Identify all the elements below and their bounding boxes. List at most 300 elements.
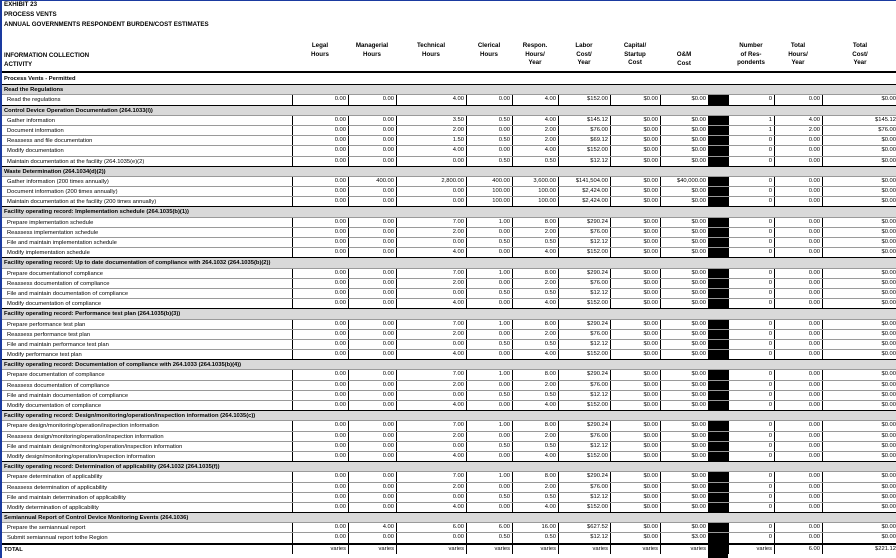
respondents-cell: 0 [728, 146, 774, 155]
respondents-header: Number of Res- pondents [737, 42, 765, 66]
clerical-hours-cell: 0.00 [466, 401, 512, 410]
respon-hours-cell: 4.00 [512, 452, 558, 461]
total-hours-cell: 0.00 [774, 452, 822, 461]
respon-hours-cell: 4.00 [512, 503, 558, 512]
exhibit-subject: PROCESS VENTS [4, 11, 57, 18]
labor-cost-cell: $141,504.00 [558, 177, 610, 186]
row-label: Prepare documentationof compliance [7, 270, 104, 277]
table-row [2, 390, 896, 400]
technical-hours-cell: 7.00 [396, 269, 466, 278]
capital-cost-cell: varies [610, 545, 660, 554]
managerial-hours-cell: 400.00 [348, 177, 396, 186]
managerial-hours-cell: 0.00 [348, 421, 396, 430]
labor-cost-cell: $76.00 [558, 432, 610, 441]
labor-cost-cell: $12.12 [558, 391, 610, 400]
row-label: Modify documentation of compliance [7, 403, 102, 409]
row-label: Modify performance test plan [7, 352, 82, 359]
header-rule [2, 71, 896, 73]
clerical-hours-cell: 0.00 [466, 483, 512, 492]
capital-cost-cell: $0.00 [610, 228, 660, 237]
technical-hours-cell: 7.00 [396, 370, 466, 379]
clerical-hours-cell: 0.50 [466, 493, 512, 502]
respondents-cell: 0 [728, 177, 774, 186]
row-label: Read the regulations [7, 97, 61, 104]
exhibit-title: ANNUAL GOVERNMENTS RESPONDENT BURDEN/COST ESTIMATES [4, 21, 209, 28]
clerical-hours-cell: 0.50 [466, 136, 512, 145]
clerical-hours-cell: 6.00 [466, 523, 512, 532]
capital-cost-cell: $0.00 [610, 269, 660, 278]
capital-cost-cell: $0.00 [610, 432, 660, 441]
legal-hours-cell: 0.00 [292, 401, 348, 410]
legal-hours-cell: 0.00 [292, 228, 348, 237]
om-cost-cell: $0.00 [660, 126, 708, 135]
respon-hours-cell: 4.00 [512, 248, 558, 257]
row-label: TOTAL [4, 546, 23, 553]
managerial-hours-cell: 0.00 [348, 197, 396, 206]
clerical-hours-cell: 1.00 [466, 421, 512, 430]
total-hours-cell: 0.00 [774, 279, 822, 288]
technical-hours-cell: 2.00 [396, 483, 466, 492]
respondents-cell: 0 [728, 187, 774, 196]
table-row [2, 471, 896, 481]
labor-cost-cell: $290.24 [558, 421, 610, 430]
labor-cost-cell: $76.00 [558, 126, 610, 135]
legal-hours-cell: 0.00 [292, 177, 348, 186]
managerial-hours-cell: 0.00 [348, 126, 396, 135]
legal-hours-cell: 0.00 [292, 483, 348, 492]
capital-cost-cell: $0.00 [610, 238, 660, 247]
om-cost-cell: $0.00 [660, 493, 708, 502]
respon-hours-cell: varies [512, 545, 558, 554]
managerial-hours-cell: 0.00 [348, 279, 396, 288]
table-row [2, 298, 896, 308]
om-cost-cell: $0.00 [660, 391, 708, 400]
table-row [2, 125, 896, 135]
capital-cost-cell: $0.00 [610, 187, 660, 196]
respon-hours-cell: 0.50 [512, 157, 558, 166]
respon-hours-cell: 2.00 [512, 126, 558, 135]
legal-hours-cell: 0.00 [292, 421, 348, 430]
row-label: Facility operating record: Up to date documentation of compliance with 264.1032 (264.1035(b)(2)) [4, 260, 271, 267]
respondents-cell: 0 [728, 401, 774, 410]
technical-hours-cell: 6.00 [396, 523, 466, 532]
respon-hours-cell: 8.00 [512, 421, 558, 430]
respondents-cell: 0 [728, 248, 774, 257]
legal-hours-cell: varies [292, 545, 348, 554]
clerical-hours-header: Clerical Hours [477, 42, 501, 58]
total-cost-cell: $0.00 [822, 95, 896, 104]
capital-cost-cell: $0.00 [610, 116, 660, 125]
om-cost-cell: $0.00 [660, 472, 708, 481]
row-label: Reassess performance test plan [7, 331, 91, 338]
respon-hours-cell: 8.00 [512, 269, 558, 278]
row-label: File and maintain determination of applicability [7, 494, 126, 501]
total-hours-cell: 0.00 [774, 146, 822, 155]
row-label: Modify documentation [7, 148, 64, 155]
capital-cost-header: Capital/ Startup Cost [623, 42, 647, 66]
labor-cost-cell: $152.00 [558, 95, 610, 104]
respon-hours-cell: 0.50 [512, 493, 558, 502]
managerial-hours-cell: 0.00 [348, 248, 396, 257]
section-header-row [2, 410, 896, 420]
total-cost-cell: $0.00 [822, 381, 896, 390]
respon-hours-cell: 8.00 [512, 370, 558, 379]
labor-cost-cell: $12.12 [558, 340, 610, 349]
labor-cost-cell: $12.12 [558, 493, 610, 502]
total-cost-cell: $0.00 [822, 503, 896, 512]
total-hours-cell: 0.00 [774, 503, 822, 512]
respon-hours-cell: 100.00 [512, 197, 558, 206]
om-cost-cell: $0.00 [660, 350, 708, 359]
labor-cost-cell: $290.24 [558, 472, 610, 481]
row-label: Maintain documentation at the facility (264.1035(e)(2) [7, 158, 145, 165]
labor-cost-cell: $76.00 [558, 279, 610, 288]
respondents-cell: 0 [728, 269, 774, 278]
om-cost-cell: $0.00 [660, 381, 708, 390]
labor-cost-cell: $76.00 [558, 381, 610, 390]
clerical-hours-cell: 1.00 [466, 370, 512, 379]
respondents-cell: 0 [728, 370, 774, 379]
labor-cost-cell: $290.24 [558, 218, 610, 227]
managerial-hours-cell: 0.00 [348, 391, 396, 400]
total-hours-cell: 0.00 [774, 483, 822, 492]
managerial-hours-cell: 0.00 [348, 370, 396, 379]
capital-cost-cell: $0.00 [610, 248, 660, 257]
table-row [2, 380, 896, 390]
respondents-cell: 0 [728, 238, 774, 247]
labor-cost-cell: $152.00 [558, 452, 610, 461]
legal-hours-cell: 0.00 [292, 157, 348, 166]
legal-hours-cell: 0.00 [292, 442, 348, 451]
section-header-row [2, 359, 896, 369]
om-cost-cell: $0.00 [660, 370, 708, 379]
legal-hours-cell: 0.00 [292, 187, 348, 196]
technical-hours-cell: 4.00 [396, 146, 466, 155]
respondents-cell: 0 [728, 503, 774, 512]
respon-hours-cell: 2.00 [512, 136, 558, 145]
labor-cost-cell: $76.00 [558, 330, 610, 339]
total-cost-cell: $0.00 [822, 197, 896, 206]
legal-hours-cell: 0.00 [292, 146, 348, 155]
om-cost-cell: $0.00 [660, 330, 708, 339]
total-hours-cell: 0.00 [774, 523, 822, 532]
respondents-cell: 0 [728, 452, 774, 461]
row-label: Gather information (200 times annually) [7, 178, 109, 185]
total-hours-cell: 0.00 [774, 401, 822, 410]
technical-hours-cell: 0.00 [396, 187, 466, 196]
section-header-row [2, 84, 896, 94]
total-hours-cell: 0.00 [774, 472, 822, 481]
table-row [2, 227, 896, 237]
total-cost-cell: $221.12 [822, 545, 896, 554]
respon-hours-cell: 0.50 [512, 289, 558, 298]
managerial-hours-cell: 0.00 [348, 401, 396, 410]
row-label: Prepare performance test plan [7, 321, 86, 328]
technical-hours-cell: 0.00 [396, 533, 466, 542]
managerial-hours-cell: 0.00 [348, 432, 396, 441]
table-row [2, 369, 896, 379]
labor-cost-cell: $627.52 [558, 523, 610, 532]
capital-cost-cell: $0.00 [610, 279, 660, 288]
respondents-cell: 1 [728, 126, 774, 135]
managerial-hours-cell: 0.00 [348, 269, 396, 278]
total-cost-cell: $0.00 [822, 269, 896, 278]
row-label: Reassess design/monitoring/operation/inspection information [7, 433, 164, 440]
table-row [2, 237, 896, 247]
respondents-cell: 0 [728, 533, 774, 542]
capital-cost-cell: $0.00 [610, 483, 660, 492]
total-cost-header: Total Cost/ Year [852, 42, 868, 66]
respon-hours-cell: 4.00 [512, 299, 558, 308]
total-cost-cell: $0.00 [822, 533, 896, 542]
om-cost-cell: $0.00 [660, 157, 708, 166]
om-cost-cell: $0.00 [660, 116, 708, 125]
om-cost-cell: $0.00 [660, 187, 708, 196]
respondents-cell: 0 [728, 320, 774, 329]
total-hours-cell: 0.00 [774, 350, 822, 359]
clerical-hours-cell: 0.00 [466, 432, 512, 441]
legal-hours-cell: 0.00 [292, 299, 348, 308]
total-hours-cell: 0.00 [774, 533, 822, 542]
om-cost-cell: $0.00 [660, 503, 708, 512]
total-cost-cell: $0.00 [822, 136, 896, 145]
table-row [2, 502, 896, 512]
clerical-hours-cell: 0.50 [466, 340, 512, 349]
respon-hours-cell: 8.00 [512, 320, 558, 329]
managerial-hours-cell: 0.00 [348, 146, 396, 155]
total-cost-cell: $0.00 [822, 279, 896, 288]
respondents-cell: 0 [728, 432, 774, 441]
technical-hours-header: Technical Hours [416, 42, 446, 58]
total-cost-cell: $0.00 [822, 483, 896, 492]
row-label: Prepare determination of applicability [7, 474, 103, 481]
legal-hours-cell: 0.00 [292, 503, 348, 512]
legal-hours-cell: 0.00 [292, 320, 348, 329]
respon-hours-cell: 2.00 [512, 381, 558, 390]
clerical-hours-cell: 0.50 [466, 391, 512, 400]
row-label: Submit semiannual report tothe Region [7, 535, 108, 542]
labor-cost-cell: $12.12 [558, 289, 610, 298]
total-hours-cell: 2.00 [774, 126, 822, 135]
total-cost-cell: $0.00 [822, 146, 896, 155]
capital-cost-cell: $0.00 [610, 523, 660, 532]
capital-cost-cell: $0.00 [610, 381, 660, 390]
total-cost-cell: $0.00 [822, 350, 896, 359]
total-cost-cell: $76.00 [822, 126, 896, 135]
row-label: Facility operating record: Implementation schedule (264.1035(b)(1)) [4, 209, 189, 216]
om-cost-cell: $0.00 [660, 146, 708, 155]
total-hours-cell: 4.00 [774, 116, 822, 125]
total-cost-cell: $0.00 [822, 391, 896, 400]
respondents-cell: 0 [728, 483, 774, 492]
respondents-cell: 0 [728, 299, 774, 308]
legal-hours-cell: 0.00 [292, 289, 348, 298]
total-hours-cell: 0.00 [774, 381, 822, 390]
respondents-cell: 0 [728, 197, 774, 206]
row-label: Prepare the semiannual report [7, 525, 86, 532]
respondents-cell: 0 [728, 279, 774, 288]
total-hours-cell: 0.00 [774, 177, 822, 186]
clerical-hours-cell: 0.50 [466, 238, 512, 247]
capital-cost-cell: $0.00 [610, 442, 660, 451]
respondents-cell: 0 [728, 218, 774, 227]
capital-cost-cell: $0.00 [610, 136, 660, 145]
total-hours-cell: 0.00 [774, 289, 822, 298]
om-cost-cell: $0.00 [660, 432, 708, 441]
capital-cost-cell: $0.00 [610, 146, 660, 155]
total-row [2, 543, 896, 554]
respon-hours-cell: 16.00 [512, 523, 558, 532]
total-cost-cell: $0.00 [822, 340, 896, 349]
technical-hours-cell: 2.00 [396, 381, 466, 390]
legal-hours-cell: 0.00 [292, 248, 348, 257]
table-row [2, 115, 896, 125]
technical-hours-cell: 0.00 [396, 157, 466, 166]
total-cost-cell: $0.00 [822, 493, 896, 502]
respon-hours-cell: 4.00 [512, 401, 558, 410]
clerical-hours-cell: 0.00 [466, 330, 512, 339]
labor-cost-cell: $12.12 [558, 157, 610, 166]
clerical-hours-cell: 0.00 [466, 126, 512, 135]
technical-hours-cell: 2.00 [396, 330, 466, 339]
legal-hours-cell: 0.00 [292, 523, 348, 532]
managerial-hours-cell: 0.00 [348, 157, 396, 166]
managerial-hours-cell: 0.00 [348, 218, 396, 227]
managerial-hours-cell: 0.00 [348, 299, 396, 308]
table-row [2, 349, 896, 359]
labor-cost-cell: $2,424.00 [558, 187, 610, 196]
legal-hours-cell: 0.00 [292, 269, 348, 278]
respon-hours-cell: 2.00 [512, 228, 558, 237]
technical-hours-cell: 4.00 [396, 401, 466, 410]
capital-cost-cell: $0.00 [610, 330, 660, 339]
respon-hours-cell: 2.00 [512, 279, 558, 288]
clerical-hours-cell: 0.00 [466, 279, 512, 288]
labor-cost-cell: $152.00 [558, 146, 610, 155]
row-label: Reassess and file documentation [7, 138, 93, 145]
row-label: Waste Determination (264.1034(d)(2)) [4, 168, 106, 175]
managerial-hours-cell: 0.00 [348, 350, 396, 359]
table-row [2, 482, 896, 492]
legal-hours-cell: 0.00 [292, 116, 348, 125]
total-hours-cell: 0.00 [774, 330, 822, 339]
row-label: Reassess documentation of compliance [7, 280, 110, 287]
clerical-hours-cell: 1.00 [466, 218, 512, 227]
om-cost-cell: $0.00 [660, 299, 708, 308]
legal-hours-cell: 0.00 [292, 432, 348, 441]
row-label: Gather information [7, 117, 56, 124]
labor-cost-cell: $290.24 [558, 269, 610, 278]
technical-hours-cell: 7.00 [396, 421, 466, 430]
total-cost-cell: $0.00 [822, 523, 896, 532]
labor-cost-cell: $152.00 [558, 299, 610, 308]
om-cost-cell: $0.00 [660, 228, 708, 237]
respondents-cell: 0 [728, 381, 774, 390]
labor-cost-cell: $12.12 [558, 533, 610, 542]
managerial-hours-cell: 0.00 [348, 289, 396, 298]
respondents-cell: 0 [728, 136, 774, 145]
table-row [2, 278, 896, 288]
clerical-hours-cell: 0.00 [466, 350, 512, 359]
clerical-hours-cell: 0.50 [466, 157, 512, 166]
table-row [2, 247, 896, 257]
row-label: Prepare implementation schedule [7, 219, 94, 226]
labor-cost-cell: $290.24 [558, 320, 610, 329]
managerial-hours-cell: 0.00 [348, 238, 396, 247]
respon-hours-cell: 2.00 [512, 330, 558, 339]
total-cost-cell: $0.00 [822, 330, 896, 339]
managerial-hours-cell: 0.00 [348, 442, 396, 451]
respondents-cell: 0 [728, 289, 774, 298]
technical-hours-cell: 0.00 [396, 493, 466, 502]
respon-hours-cell: 4.00 [512, 116, 558, 125]
total-hours-cell: 0.00 [774, 442, 822, 451]
legal-hours-cell: 0.00 [292, 350, 348, 359]
total-hours-cell: 0.00 [774, 432, 822, 441]
clerical-hours-cell: 0.00 [466, 228, 512, 237]
om-cost-cell: $40,000.00 [660, 177, 708, 186]
table-row [2, 522, 896, 532]
clerical-hours-cell: 0.50 [466, 116, 512, 125]
total-hours-cell: 0.00 [774, 269, 822, 278]
capital-cost-cell: $0.00 [610, 299, 660, 308]
managerial-hours-cell: 0.00 [348, 95, 396, 104]
respon-hours-cell: 0.50 [512, 340, 558, 349]
table-row [2, 156, 896, 166]
section-header-row [2, 461, 896, 471]
respon-hours-cell: 0.50 [512, 238, 558, 247]
respon-hours-cell: 2.00 [512, 432, 558, 441]
managerial-hours-cell: 0.00 [348, 503, 396, 512]
respondents-cell: 0 [728, 340, 774, 349]
row-label: Maintain documentation at the facility (200 times annually) [7, 199, 157, 206]
legal-hours-header: Legal Hours [311, 42, 329, 58]
technical-hours-cell: 2.00 [396, 279, 466, 288]
total-cost-cell: $0.00 [822, 370, 896, 379]
section-header-row [2, 257, 896, 267]
total-cost-cell: $145.12 [822, 116, 896, 125]
total-hours-cell: 0.00 [774, 157, 822, 166]
row-label: File and maintain documentation of compliance [7, 392, 129, 399]
exhibit-number: EXHIBIT 23 [4, 1, 38, 8]
table-row [2, 217, 896, 227]
section-header-row [2, 308, 896, 318]
row-label: Reassess determination of applicability [7, 484, 108, 491]
technical-hours-cell: 7.00 [396, 472, 466, 481]
technical-hours-cell: 3.50 [396, 116, 466, 125]
om-cost-cell: $0.00 [660, 289, 708, 298]
managerial-hours-cell: 0.00 [348, 228, 396, 237]
clerical-hours-cell: 0.00 [466, 248, 512, 257]
labor-cost-cell: $152.00 [558, 503, 610, 512]
om-cost-cell: $0.00 [660, 218, 708, 227]
row-label: Modify determination of applicability [7, 504, 99, 511]
total-hours-cell: 0.00 [774, 421, 822, 430]
respondents-cell: 0 [728, 493, 774, 502]
row-label: File and maintain performance test plan [7, 341, 109, 348]
respondents-cell: 0 [728, 391, 774, 400]
respon-hours-cell: 4.00 [512, 146, 558, 155]
total-cost-cell: $0.00 [822, 218, 896, 227]
table-row [2, 339, 896, 349]
om-cost-cell: $0.00 [660, 523, 708, 532]
total-cost-cell: $0.00 [822, 289, 896, 298]
capital-cost-cell: $0.00 [610, 126, 660, 135]
section-header-row [2, 512, 896, 522]
total-hours-cell: 0.00 [774, 228, 822, 237]
table-row [2, 431, 896, 441]
respon-hours-cell: 4.00 [512, 95, 558, 104]
